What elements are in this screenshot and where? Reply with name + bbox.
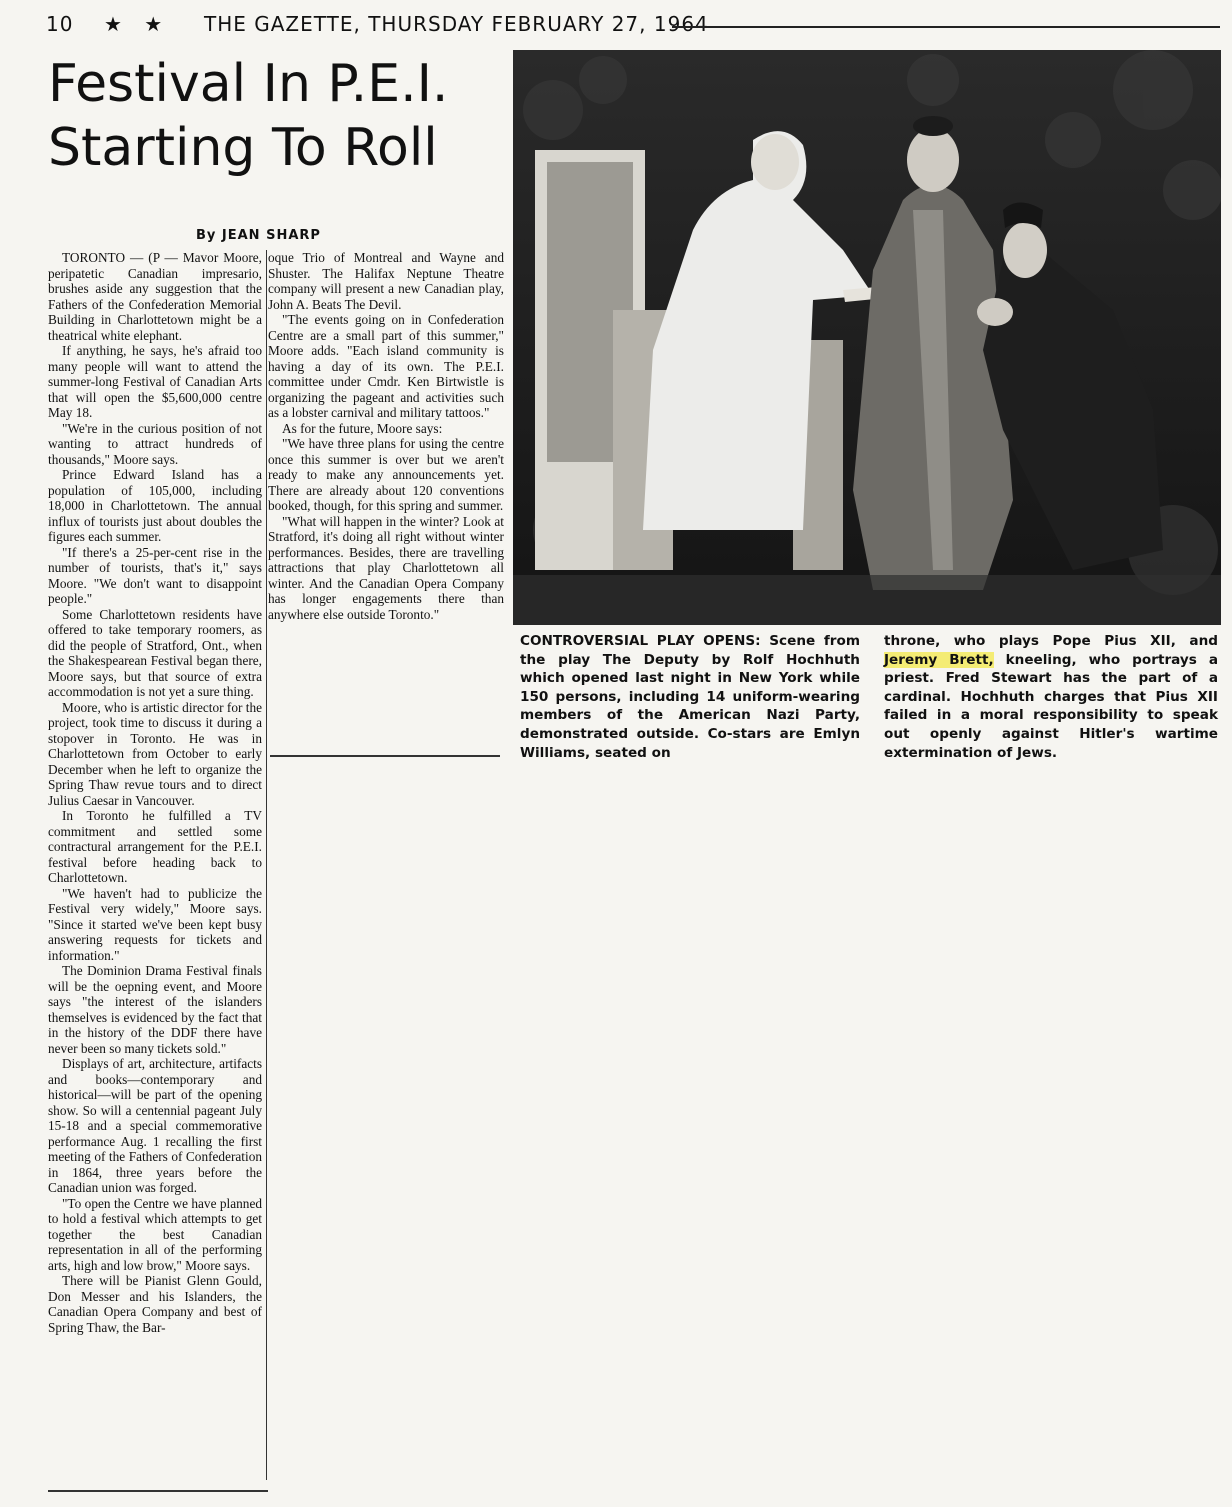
paragraph: "What will happen in the winter? Look at Stratford, it's doing all right without winter performances. Besides, there are travelling attractions that play Charlottetown all winter. And the Canadian Opera Company has longer engagements there than anywhere else outside Toronto." (268, 513, 504, 622)
column-end-rule (48, 1490, 268, 1492)
page-header (40, 12, 1220, 38)
paragraph: "We haven't had to publicize the Festival very widely," Moore says. "Since it started we've been kept busy answering requests for tickets and information." (48, 885, 262, 963)
paragraph: oque Trio of Montreal and Wayne and Shuster. The Halifax Neptune Theatre company will present a new Canadian play, John A. Beats The Devil. (268, 250, 504, 312)
headline-line-2: Starting To Roll (48, 118, 438, 178)
play-scene-image (513, 50, 1221, 625)
masthead-date: THE GAZETTE, THURSDAY FEBRUARY 27, 1964 (204, 12, 709, 36)
headline-line-1: Festival In P.E.I. (48, 54, 449, 114)
article-column-2 (268, 250, 504, 622)
news-photo (513, 50, 1221, 625)
paragraph: "The events going on in Confederation Centre are a small part of this summer," Moore adds. "Each island community is having a day of its own. The P.E.I. committee under Cmdr. Ken Birtwistle is organizing the pageant and activities such as a lobster carnival and military tattoos." (268, 312, 504, 420)
paragraph: "To open the Centre we have planned to hold a festival which attempts to get together the best Canadian representation in all of the performing arts, high and low brow," Moore says. (48, 1195, 262, 1273)
header-stars: ★ ★ (104, 12, 171, 36)
photo-caption-column-2 (884, 632, 1218, 762)
column-end-rule (270, 755, 500, 757)
paragraph: As for the future, Moore says: (282, 420, 443, 436)
caption-text-end: kneeling, who portrays a priest. Fred Stewart has the part of a cardinal. Hochhuth charges that Pius XII failed in a moral responsibility to speak out openly against Hitler's wartime extermination of Jews. (884, 651, 1218, 761)
headline (48, 52, 488, 180)
paragraph: Some Charlottetown residents have offered to take temporary roomers, as did the people of Stratford, Ont., when the Shakespearean Festival began there, Moore says, but that source of extra accommodation is not yet a sure thing. (48, 606, 262, 699)
highlighted-name: Jeremy Brett, (884, 651, 994, 668)
photo-caption-column-1 (520, 632, 860, 762)
paragraph: "If there's a 25-per-cent rise in the number of tourists, that's it," says Moore. "We don't want to disappoint people." (48, 544, 262, 606)
paragraph: In Toronto he fulfilled a TV commitment and settled some contractural arrangement for the P.E.I. festival before heading back to Charlottetown. (48, 808, 262, 885)
paragraph: "We have three plans for using the centre once this summer is over but we aren't ready to make any announcements yet. There are already about 120 conventions booked, though, for this spring and summer. (268, 436, 504, 513)
page-number: 10 (46, 12, 74, 36)
paragraph: Prince Edward Island has a population of 105,000, including 18,000 in Charlottetown. The annual influx of tourists just about doubles the figures each summer. (48, 467, 262, 544)
paragraph: The Dominion Drama Festival finals will be the oepning event, and Moore says "the interest of the islanders themselves is evidenced by the fact that in the history of the DDF there have never been so many tickets sold." (48, 963, 262, 1056)
byline: By JEAN SHARP (196, 228, 321, 243)
paragraph: Moore, who is artistic director for the project, took time to discuss it during a stopover in Toronto. He was in Charlottetown from October to early December when he left to organize the Spring Thaw revue tours and to direct Julius Caesar in Vancouver. (48, 699, 262, 808)
paragraph: If anything, he says, he's afraid too many people will want to attend the summer-long Festival of Canadian Arts that will open the $5,600,000 centre May 18. (48, 343, 262, 420)
paragraph: "We're in the curious position of not wanting to attract hundreds of thousands," Moore says. (48, 420, 262, 467)
paragraph: TORONTO — (P — Mavor Moore, peripatetic Canadian impresario, brushes aside any suggestion that the Fathers of the Confederation Memorial Building in Charlottetown might be a theatrical white elephant. (48, 250, 262, 343)
caption-lead: CONTROVERSIAL PLAY OPENS: (520, 633, 761, 649)
article-column-1 (48, 250, 267, 1480)
caption-text-start: throne, who plays Pope Pius XII, and (884, 633, 1218, 649)
header-rule (672, 26, 1220, 28)
paragraph: There will be Pianist Glenn Gould, Don Messer and his Islanders, the Canadian Opera Company and best of Spring Thaw, the Bar- (48, 1273, 262, 1335)
caption-text: Scene from the play The Deputy by Rolf Hochhuth which opened last night in New York while 150 persons, including 14 uniform-wearing members of the American Nazi Party, demonstrated outside. Co-stars are Emlyn Williams, seated on (520, 633, 860, 761)
paragraph: Displays of art, architecture, artifacts and books—contemporary and historical—will be part of the opening show. So will a centennial pageant July 15-18 and a special commemorative performance Aug. 1 recalling the first meeting of the Fathers of Confederation in 1864, three years before the Canadian union was forged. (48, 1056, 262, 1195)
